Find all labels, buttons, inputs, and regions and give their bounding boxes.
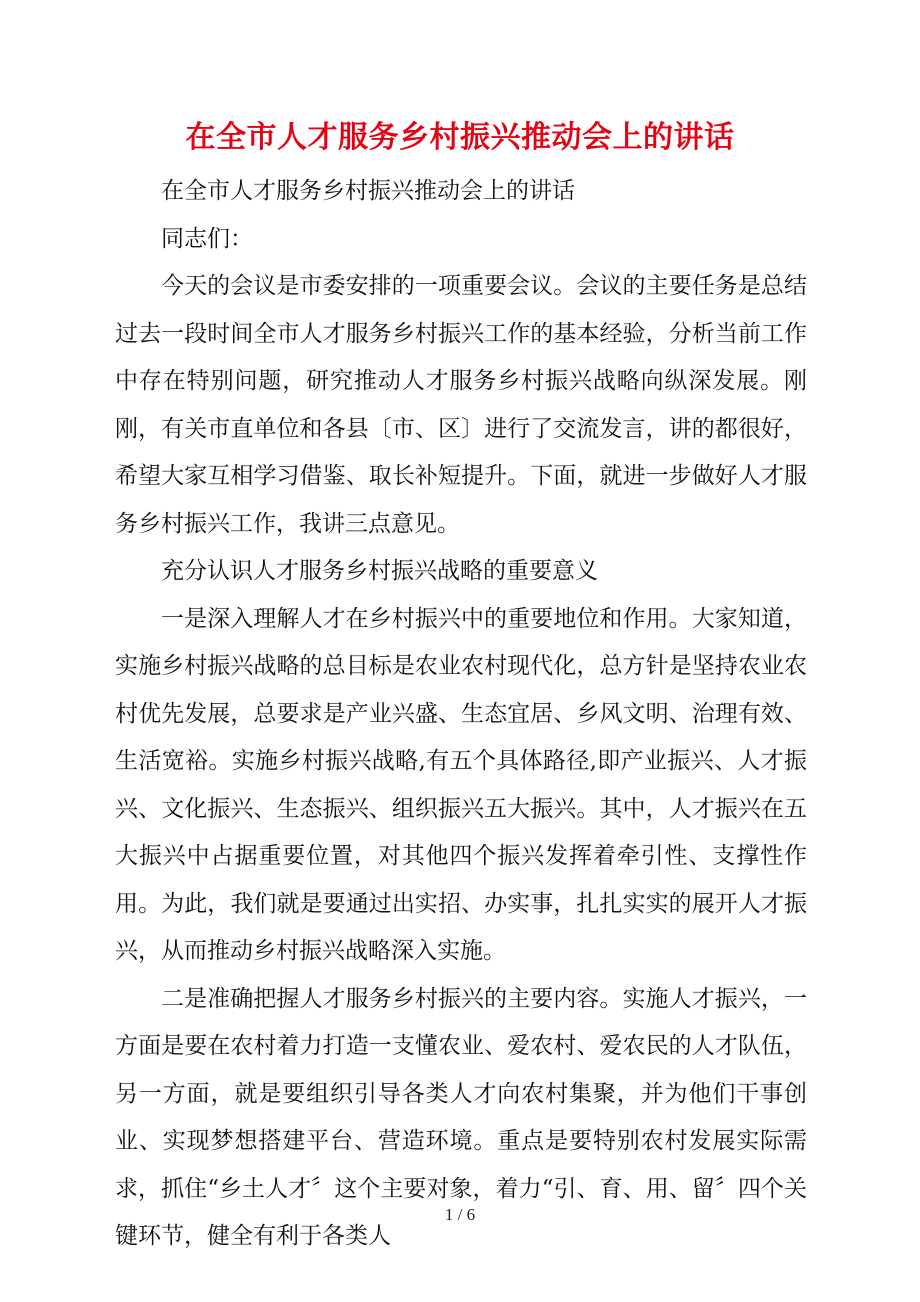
body-paragraph-point-one: 一是深入理解人才在乡村振兴中的重要地位和作用。大家知道，实施乡村振兴战略的总目标是农业农村现代化，总方针是坚持农业农村优先发展，总要求是产业兴盛、生态宜居、乡风文明、治理有效、生活宽裕。实施乡村振兴战略,有五个具体路径,即产业振兴、人才振兴、文化振兴、生态振兴、组织振兴五大振兴。其中，人才振兴在五大振兴中占据重要位置，对其他四个振兴发挥着牵引性、支撑性作用。为此，我们就是要通过出实招、办实事，扎扎实实的展开人才振兴，从而推动乡村振兴战略深入实施。 bbox=[115, 605, 807, 964]
body-paragraph-subtitle: 在全市人才服务乡村振兴推动会上的讲话 bbox=[161, 178, 575, 204]
body-paragraph-intro: 今天的会议是市委安排的一项重要会议。会议的主要任务是总结过去一段时间全市人才服务乡村振兴工作的基本经验，分析当前工作中存在特别问题，研究推动人才服务乡村振兴战略向纵深发展。刚刚，有关市直单位和各县〔市、区〕进行了交流发言，讲的都很好，希望大家互相学习借鉴、取长补短提升。下面，就进一步做好人才服务乡村振兴工作，我讲三点意见。 bbox=[115, 273, 807, 537]
page-number: 1 / 6 bbox=[444, 1205, 476, 1224]
section-heading: 充分认识人才服务乡村振兴战略的重要意义 bbox=[161, 558, 598, 584]
body-paragraph-point-two: 二是准确把握人才服务乡村振兴的主要内容。实施人才振兴，一方面是要在农村着力打造一支懂农业、爱农村、爱农民的人才队伍，另一方面，就是要组织引导各类人才向农村集聚，并为他们干事创业、实现梦想搭建平台、营造环境。重点是要特别农村发展实际需求，抓住“乡土人才〞这个主要对象，着力“引、育、用、留〞四个关键环节，健全有利于各类人 bbox=[115, 985, 807, 1249]
document-body bbox=[115, 168, 807, 1261]
body-paragraph-salutation: 同志们： bbox=[161, 225, 253, 252]
document-title: 在全市人才服务乡村振兴推动会上的讲话 bbox=[185, 120, 735, 155]
